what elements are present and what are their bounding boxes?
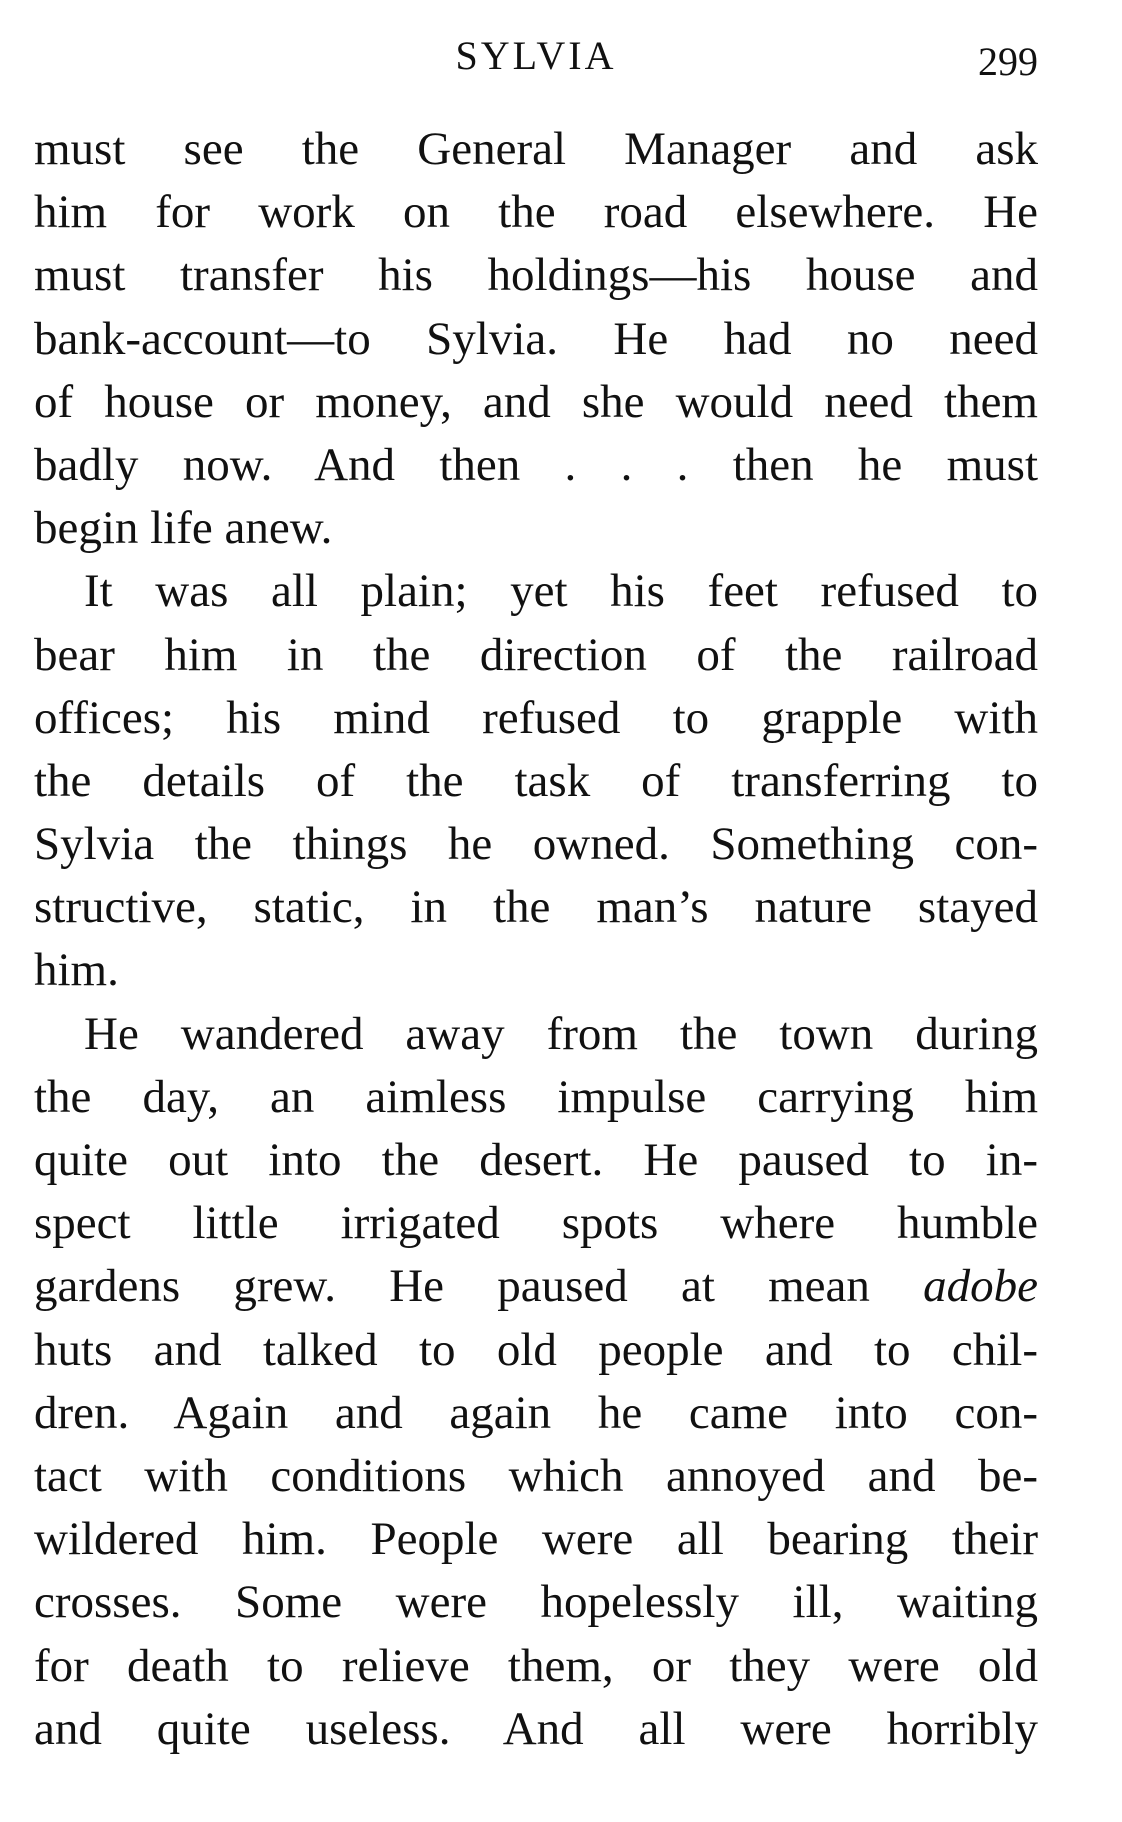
text-line: the details of the task of transferring to [34,754,1038,807]
book-page [34,0,1038,1755]
text-line: spect little irrigated spots where humble [34,1197,1038,1250]
text-segment: gardens grew. He paused at mean [34,1260,924,1313]
running-title: SYLVIA [455,33,617,78]
text-line-with-italic [34,1255,1038,1318]
italic-word: adobe [923,1260,1038,1313]
text-line: quite out into the desert. He paused to in- [34,1134,1038,1186]
text-line: huts and talked to old people and to chil- [34,1323,1038,1376]
text-line: He wandered away from the town during [84,1007,1038,1060]
text-line: crosses. Some were hopelessly ill, waiting [34,1576,1038,1629]
text-line: bank-account—to Sylvia. He had no need [34,312,1038,365]
text-line: It was all plain; yet his feet refused to [84,565,1038,618]
text-line: him. [34,944,119,997]
text-line: must see the General Manager and ask [34,123,1038,175]
text-line: and quite useless. And all were horribly [34,1702,1038,1755]
text-line: bear him in the direction of the railroad [34,628,1038,681]
paragraph [34,118,1038,560]
text-line: Sylvia the things he owned. Something con- [34,818,1038,871]
text-line: him for work on the road elsewhere. He [34,186,1038,239]
body-text [34,118,1038,1761]
text-line: begin life anew. [34,502,333,555]
text-line: for death to relieve them, or they were old [34,1639,1038,1692]
text-line: tact with conditions which annoyed and be- [34,1449,1038,1502]
text-line: the day, an aimless impulse carrying him [34,1070,1038,1123]
text-line: badly now. And then . . . then he must [34,438,1038,491]
text-line: structive, static, in the man’s nature stayed [34,881,1038,934]
text-line: of house or money, and she would need them [34,375,1038,428]
text-line: must transfer his holdings—his house and [34,249,1038,302]
text-line: wildered him. People were all bearing their [34,1513,1038,1566]
page-number: 299 [978,39,1038,84]
text-line: dren. Again and again he came into con- [34,1386,1038,1439]
paragraph [34,1003,1038,1761]
running-head [34,0,1038,90]
paragraph [34,560,1038,1002]
text-line: offices; his mind refused to grapple with [34,691,1038,744]
